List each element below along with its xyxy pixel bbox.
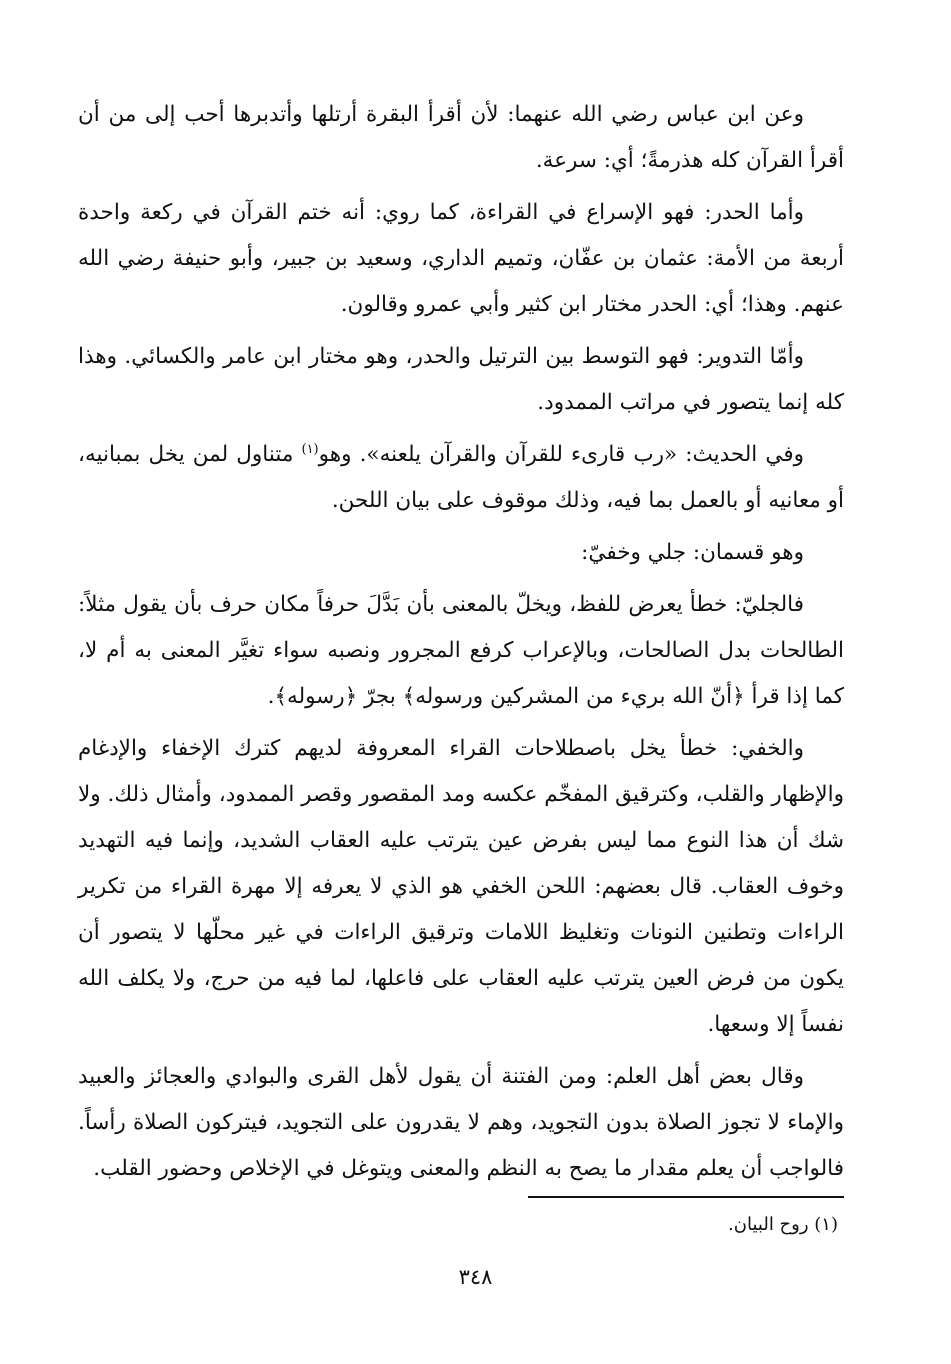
paragraph-scholars: وقال بعض أهل العلم: ومن الفتنة أن يقول لأهل القرى والبوادي والعجائز والعبيد والإماء لا تجوز الصلاة بدون التجويد، وهم لا يقدرون على التجويد، فيتركون الصلاة رأساً. فالواجب أن يعلم مقدار ما يصح به النظم والمعنى ويتوغل في الإخلاص وحضور القلب.: [78, 1064, 844, 1181]
footnote-divider: [528, 1196, 844, 1198]
hadith-text-after: متناول لمن يخل بمبانيه، أو معانيه أو بالعمل بما فيه، وذلك موقوف على بيان اللحن.: [78, 442, 844, 513]
paragraph-two-types: وهو قسمان: جلي وخفيّ:: [581, 540, 804, 565]
paragraph-hadr: وأما الحدر: فهو الإسراع في القراءة، كما روي: أنه ختم القرآن في ركعة واحدة أربعة من الأمة: عثمان بن عفّان، وتميم الداري، وسعيد بن جبير، وأبو حنيفة رضي الله عنهم. وهذا؛ أي: الحدر مختار ابن كثير وأبي عمرو وقالون.: [78, 200, 844, 317]
paragraph-ibn-abbas: وعن ابن عباس رضي الله عنهما: لأن أقرأ البقرة أرتلها وأتدبرها أحب إلى من أن أقرأ القرآن كله هذرمةً؛ أي: سرعة.: [78, 102, 844, 173]
footnote-text: (١) روح البيان.: [728, 1214, 838, 1235]
paragraph-hadith: [78, 432, 844, 524]
footnote-reference: (١): [301, 441, 319, 457]
paragraph-khafi: والخفي: خطأ يخل باصطلاحات القراء المعروفة لديهم كترك الإخفاء والإدغام والإظهار والقلب، وكترقيق المفخّم عكسه ومد المقصور وقصر الممدود، وأمثال ذلك. ولا شك أن هذا النوع مما ليس بفرض عين يترتب عليه العقاب الشديد، وإنما فيه التهديد وخوف العقاب. قال بعضهم: اللحن الخفي هو الذي لا يعرفه إلا مهرة القراء من تكرير الراءات وتطنين النونات وتغليظ اللامات وترقيق الراءات في غير محلّها لا يتصور أن يكون من فرض العين يترتب عليه العقاب على فاعلها، لما فيه من حرج، ولا يكلف الله نفساً إلا وسعها.: [78, 736, 844, 1037]
main-text-block: [78, 92, 844, 1198]
hadith-text-before: وفي الحديث: «رب قارىء للقرآن والقرآن يلعنه». وهو: [318, 442, 804, 467]
paragraph-jali: فالجليّ: خطأ يعرض للفظ، ويخلّ بالمعنى بأن بَدَّلَ حرفاً مكان حرف بأن يقول مثلاً: الطالحات بدل الصالحات، وبالإعراب كرفع المجرور ونصبه سواء تغيَّر المعنى به أم لا، كما إذا قرأ ﴿أنّ الله بريء من المشركين ورسوله﴾ بجرّ ﴿رسوله﴾.: [78, 592, 844, 709]
page-number: ٣٤٨: [458, 1265, 493, 1289]
paragraph-tadwir: وأمّا التدوير: فهو التوسط بين الترتيل والحدر، وهو مختار ابن عامر والكسائي. وهذا كله إنما يتصور في مراتب الممدود.: [78, 344, 844, 415]
